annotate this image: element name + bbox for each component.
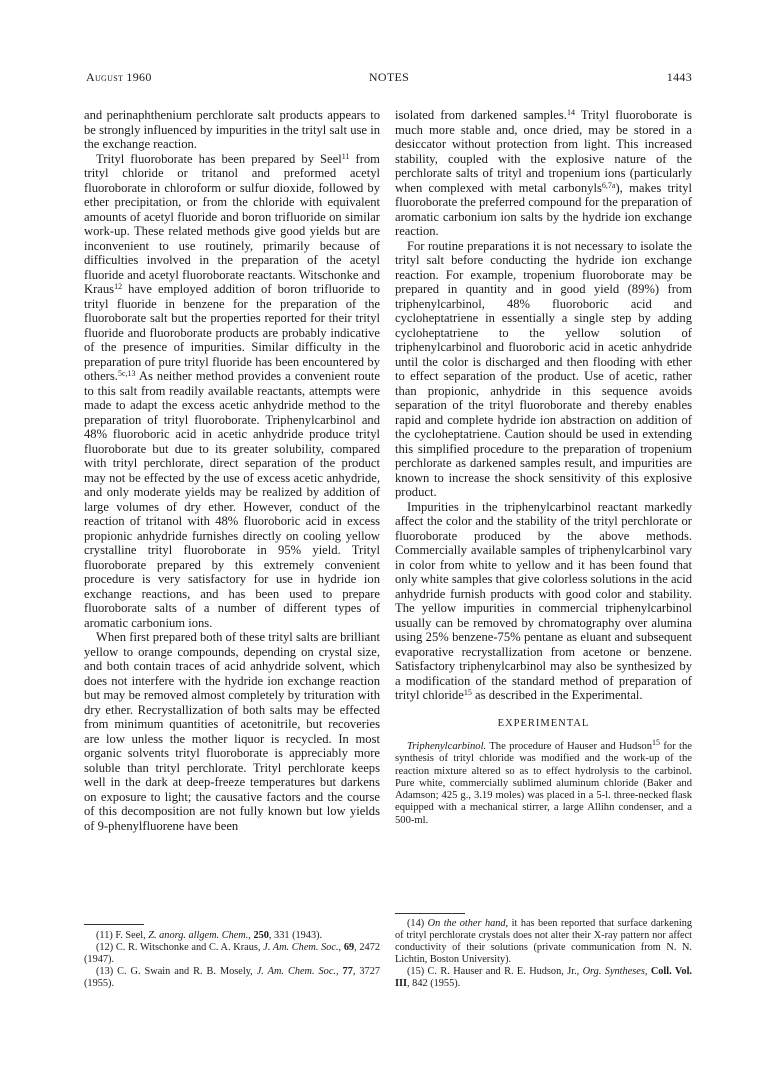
citation-ref: 12 xyxy=(114,282,123,291)
citation-ref: 6,7a xyxy=(601,180,616,190)
paragraph: For routine preparations it is not necessary to isolate the trityl salt before conducting the hydride ion exchange reaction. For example, tropenium fluoroborate may be prepared in quantity and in good yield (89%) from triphenylcarbinol, 48% fluoroboric acid and cycloheptatriene in essentially a single step by adding cycloheptatriene to the yellow solution of triphenylcarbinol and fluoroboric acid in acetic anhydride until the color is discharged and then flooding with ether to effect separation of the product. Use of acetic, rather than propionic, anhydride in this sequence avoids separation of the trityl fluoroborate and thereby enables rapid and complete hydride ion abstraction on addition of the cycloheptatriene. Caution should be used in extending this simplified procedure to the preparation of tropenium perchlorate as darkened samples result, and impurities are known to increase the shock sensitivity of this explosive product. xyxy=(395,238,692,499)
paragraph: When first prepared both of these trityl salts are brilliant yellow to orange compounds, depending on crystal size, and both contain traces of acid anhydride solvent, which does not interfere with the hydride ion exchange reaction but may be removed almost completely by trituration with dry ether. Recrystallization of both salts may be effected from minimum quantities of acetonitrile, but recoveries are low unless the mother liquor is recycled. In most organic solvents trityl fluoroborate is appreciably more soluble than trityl perchlorate. Trityl perchlorate keeps well in the dark at deep-freeze temperatures but darkens on exposure to light; the causative factors and the course of this decomposition are not fully known but low yields of 9-phenylfluorene have been xyxy=(84,630,380,833)
citation-ref: 5c,13 xyxy=(117,369,136,378)
footnote: (13) C. G. Swain and R. B. Mosely, J. Am. Chem. Soc., 77, 3727 (1955). xyxy=(84,966,380,989)
citation-ref: 14 xyxy=(566,108,575,117)
citation-ref: 15 xyxy=(463,688,472,697)
footnote: (11) F. Seel, Z. anorg. allgem. Chem., 250, 331 (1943). xyxy=(96,930,323,941)
footnote-rule xyxy=(84,924,144,925)
paragraph: Trityl fluoroborate has been prepared by Seel$^{11}$ from trityl chloride or tritanol and preformed acetyl fluoroborate in chloroform or sulfur dioxide, followed by ether precipitation, or from the chloride with equivalent amounts of acetyl fluoride and boron trifluoride on similar work-up. These related methods give good yields but are inconvenient to use routinely, primarily because of difficulties involved in the preparation of the acetyl fluoride and acetyl fluoroborate reactants. Witschonke and Kraus$^{12}$ have employed addition of boron trifluoride to trityl fluoride in benzene for the preparation of the fluoroborate salt but the properties reported for their trityl fluoride and fluoroborate products are probably indicative of the presence of impurities. Similar difficulty in the preparation of pure trityl fluoride has been encountered by others.$^{5c,13}$ As neither method provides a convenient route to this salt from readily available reactants, attempts were made to adapt the excess acetic anhydride method to the preparation of trityl fluoroborate. Triphenylcarbinol and 48% fluoroboric acid in acetic anhydride produce trityl fluoroborate but due to its greater solubility, compared with trityl perchlorate, direct separation of the product may not be effected by the use of excess acetic anhydride, and only moderate yields may be realized by addition of large volumes of dry ether. However, conduct of the reaction of tritanol with 48% fluoroboric acid in excess propionic anhydride furnishes directly on cooling yellow crystalline trityl fluoroborate in 95% yield. Trityl fluoroborate prepared by this extremely convenient procedure is very satisfactory for use in hydride ion exchange reactions, and has been used to prepare fluoroborate salts of a number of different types of aromatic carbonium ions. xyxy=(84,151,380,630)
citation-ref: 11 xyxy=(341,151,350,161)
citation-ref: 15 xyxy=(652,738,660,747)
experimental-paragraph: Triphenylcarbinol. The procedure of Hauser and Hudson$^{15}$ for the synthesis of trityl chloride was modified and the work-up of the reaction mixture altered so as to effect hydrolysis to the carbinol. Pure white, commercially sublimed aluminum chloride (Baker and Adamson; 425 g., 3.19 moles) was placed in a 5-l. three-necked flask equipped with a mechanical stirrer, a large Allihn condenser, and a 500-ml. xyxy=(395,738,692,826)
footnotes-left xyxy=(84,930,380,990)
footnote: (14) On the other hand, it has been reported that surface darkening of trityl perchlorate crystals does not alter their X-ray pattern nor affect conductivity of their solutions (private communication from N. N. Lichtin, Boston University). xyxy=(395,918,693,965)
header-section: NOTES xyxy=(368,70,410,84)
left-column xyxy=(84,108,380,833)
footnote-rule xyxy=(395,913,465,914)
paragraph: and perinaphthenium perchlorate salt products appears to be strongly influenced by impurities in the trityl salt use in the exchange reaction. xyxy=(84,108,380,151)
footnote: (12) C. R. Witschonke and C. A. Kraus, J. Am. Chem. Soc., 69, 2472 (1947). xyxy=(84,942,380,965)
section-heading: EXPERIMENTAL xyxy=(497,717,590,729)
footnotes-right xyxy=(395,918,692,990)
header-date: August 1960 xyxy=(86,70,152,84)
page-number: 1443 xyxy=(666,70,692,84)
running-header xyxy=(86,70,692,88)
footnote: (15) C. R. Hauser and R. E. Hudson, Jr., Org. Syntheses, Coll. Vol. III, 842 (1955). xyxy=(395,966,692,989)
right-column xyxy=(395,108,692,827)
paragraph: isolated from darkened samples.$^{14}$ Trityl fluoroborate is much more stable and, once dried, may be stored in a desiccator without protection from light. This increased stability, coupled with the explosive nature of the perchlorate salts of trityl and tropenium ions (particularly when complexed with metal carbonyls$^{6,7a}$), makes trityl fluoroborate the preferred compound for the preparation of aromatic carbonium ion salts by the hydride ion exchange reaction. xyxy=(395,108,692,238)
paragraph: Impurities in the triphenylcarbinol reactant markedly affect the color and the stability of the trityl perchlorate or fluoroborate produced by the above methods. Commercially available samples of triphenylcarbinol vary in color from white to yellow and it has been found that only white samples that give colorless solutions in the acid anhydride furnish products with good color and stability. The yellow impurities in commercial triphenylcarbinol usually can be removed by chromatography over alumina using 25% benzene-75% pentane as eluant and subsequent evaporative recrystallization from acetone or benzene. Satisfactory triphenylcarbinol may also be synthesized by a modification of the standard method of preparation of trityl chloride$^{15}$ as described in the Experimental. xyxy=(395,499,692,702)
